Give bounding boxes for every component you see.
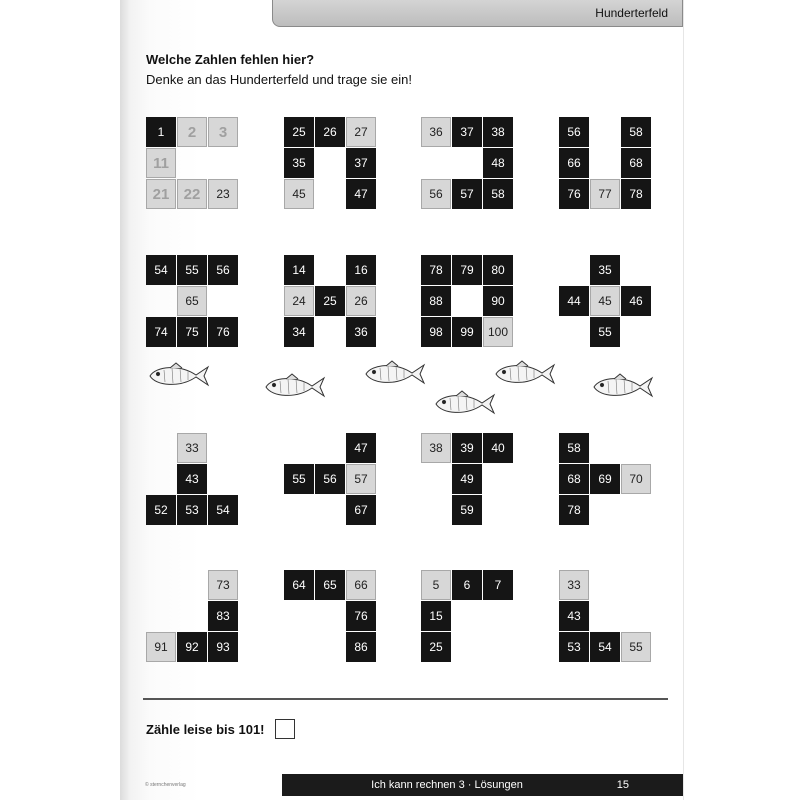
header-title: Hunderterfeld bbox=[595, 6, 668, 20]
given-number-cell: 75 bbox=[177, 317, 207, 347]
given-number-cell: 56 bbox=[315, 464, 345, 494]
answer-number-cell[interactable]: 2 bbox=[177, 117, 207, 147]
answer-number-cell[interactable]: 21 bbox=[146, 179, 176, 209]
given-number-cell: 65 bbox=[315, 570, 345, 600]
given-number-cell: 88 bbox=[421, 286, 451, 316]
given-number-cell: 38 bbox=[483, 117, 513, 147]
page-number: 15 bbox=[616, 779, 629, 791]
answer-number-cell[interactable]: 26 bbox=[346, 286, 376, 316]
given-number-cell: 66 bbox=[559, 148, 589, 178]
given-number-cell: 34 bbox=[284, 317, 314, 347]
given-number-cell: 54 bbox=[590, 632, 620, 662]
answer-number-cell[interactable]: 65 bbox=[177, 286, 207, 316]
given-number-cell: 15 bbox=[421, 601, 451, 631]
answer-number-cell[interactable]: 11 bbox=[146, 148, 176, 178]
header-tab bbox=[272, 0, 683, 27]
answer-number-cell[interactable]: 73 bbox=[208, 570, 238, 600]
given-number-cell: 68 bbox=[559, 464, 589, 494]
given-number-cell: 93 bbox=[208, 632, 238, 662]
answer-number-cell[interactable]: 91 bbox=[146, 632, 176, 662]
given-number-cell: 35 bbox=[590, 255, 620, 285]
given-number-cell: 44 bbox=[559, 286, 589, 316]
answer-number-cell[interactable]: 24 bbox=[284, 286, 314, 316]
answer-number-cell[interactable]: 22 bbox=[177, 179, 207, 209]
given-number-cell: 79 bbox=[452, 255, 482, 285]
answer-number-cell[interactable]: 36 bbox=[421, 117, 451, 147]
answer-number-cell[interactable]: 45 bbox=[284, 179, 314, 209]
given-number-cell: 7 bbox=[483, 570, 513, 600]
fish-icon bbox=[492, 360, 558, 388]
given-number-cell: 40 bbox=[483, 433, 513, 463]
answer-number-cell[interactable]: 38 bbox=[421, 433, 451, 463]
footer-bar bbox=[282, 774, 683, 796]
given-number-cell: 47 bbox=[346, 433, 376, 463]
given-number-cell: 54 bbox=[146, 255, 176, 285]
given-number-cell: 99 bbox=[452, 317, 482, 347]
answer-number-cell[interactable]: 33 bbox=[177, 433, 207, 463]
answer-number-cell[interactable]: 55 bbox=[621, 632, 651, 662]
given-number-cell: 54 bbox=[208, 495, 238, 525]
given-number-cell: 67 bbox=[346, 495, 376, 525]
given-number-cell: 25 bbox=[421, 632, 451, 662]
given-number-cell: 58 bbox=[483, 179, 513, 209]
given-number-cell: 26 bbox=[315, 117, 345, 147]
given-number-cell: 78 bbox=[421, 255, 451, 285]
given-number-cell: 43 bbox=[559, 601, 589, 631]
given-number-cell: 52 bbox=[146, 495, 176, 525]
given-number-cell: 78 bbox=[559, 495, 589, 525]
answer-number-cell[interactable]: 33 bbox=[559, 570, 589, 600]
fish-icon bbox=[432, 390, 498, 418]
given-number-cell: 68 bbox=[621, 148, 651, 178]
given-number-cell: 6 bbox=[452, 570, 482, 600]
given-number-cell: 58 bbox=[621, 117, 651, 147]
given-number-cell: 25 bbox=[284, 117, 314, 147]
given-number-cell: 83 bbox=[208, 601, 238, 631]
given-number-cell: 53 bbox=[177, 495, 207, 525]
given-number-cell: 47 bbox=[346, 179, 376, 209]
given-number-cell: 76 bbox=[346, 601, 376, 631]
answer-number-cell[interactable]: 66 bbox=[346, 570, 376, 600]
given-number-cell: 80 bbox=[483, 255, 513, 285]
answer-number-cell[interactable]: 70 bbox=[621, 464, 651, 494]
divider bbox=[143, 698, 668, 700]
given-number-cell: 74 bbox=[146, 317, 176, 347]
fish-icon bbox=[590, 373, 656, 401]
given-number-cell: 49 bbox=[452, 464, 482, 494]
given-number-cell: 37 bbox=[346, 148, 376, 178]
bonus-task-text: Zähle leise bis 101! bbox=[146, 722, 265, 737]
answer-number-cell[interactable]: 77 bbox=[590, 179, 620, 209]
given-number-cell: 14 bbox=[284, 255, 314, 285]
given-number-cell: 39 bbox=[452, 433, 482, 463]
bonus-checkbox[interactable] bbox=[275, 719, 295, 739]
given-number-cell: 1 bbox=[146, 117, 176, 147]
given-number-cell: 56 bbox=[208, 255, 238, 285]
answer-number-cell[interactable]: 100 bbox=[483, 317, 513, 347]
given-number-cell: 43 bbox=[177, 464, 207, 494]
given-number-cell: 53 bbox=[559, 632, 589, 662]
given-number-cell: 35 bbox=[284, 148, 314, 178]
given-number-cell: 78 bbox=[621, 179, 651, 209]
answer-number-cell[interactable]: 23 bbox=[208, 179, 238, 209]
answer-number-cell[interactable]: 3 bbox=[208, 117, 238, 147]
task-instruction: Denke an das Hunderterfeld und trage sie ein! bbox=[146, 72, 412, 87]
given-number-cell: 86 bbox=[346, 632, 376, 662]
fish-icon bbox=[262, 373, 328, 401]
footer-book-title: Ich kann rechnen 3 · Lösungen bbox=[371, 779, 523, 791]
given-number-cell: 58 bbox=[559, 433, 589, 463]
answer-number-cell[interactable]: 45 bbox=[590, 286, 620, 316]
given-number-cell: 56 bbox=[559, 117, 589, 147]
given-number-cell: 55 bbox=[177, 255, 207, 285]
given-number-cell: 16 bbox=[346, 255, 376, 285]
given-number-cell: 59 bbox=[452, 495, 482, 525]
publisher-note: © sternchenverlag bbox=[145, 782, 186, 788]
answer-number-cell[interactable]: 56 bbox=[421, 179, 451, 209]
answer-number-cell[interactable]: 57 bbox=[346, 464, 376, 494]
given-number-cell: 98 bbox=[421, 317, 451, 347]
given-number-cell: 37 bbox=[452, 117, 482, 147]
fish-icon bbox=[146, 362, 212, 390]
given-number-cell: 36 bbox=[346, 317, 376, 347]
given-number-cell: 57 bbox=[452, 179, 482, 209]
given-number-cell: 76 bbox=[208, 317, 238, 347]
given-number-cell: 76 bbox=[559, 179, 589, 209]
given-number-cell: 64 bbox=[284, 570, 314, 600]
given-number-cell: 90 bbox=[483, 286, 513, 316]
given-number-cell: 48 bbox=[483, 148, 513, 178]
given-number-cell: 69 bbox=[590, 464, 620, 494]
fish-icon bbox=[362, 360, 428, 388]
given-number-cell: 55 bbox=[284, 464, 314, 494]
answer-number-cell[interactable]: 27 bbox=[346, 117, 376, 147]
given-number-cell: 46 bbox=[621, 286, 651, 316]
answer-number-cell[interactable]: 5 bbox=[421, 570, 451, 600]
given-number-cell: 55 bbox=[590, 317, 620, 347]
task-question: Welche Zahlen fehlen hier? bbox=[146, 52, 315, 67]
given-number-cell: 92 bbox=[177, 632, 207, 662]
given-number-cell: 25 bbox=[315, 286, 345, 316]
